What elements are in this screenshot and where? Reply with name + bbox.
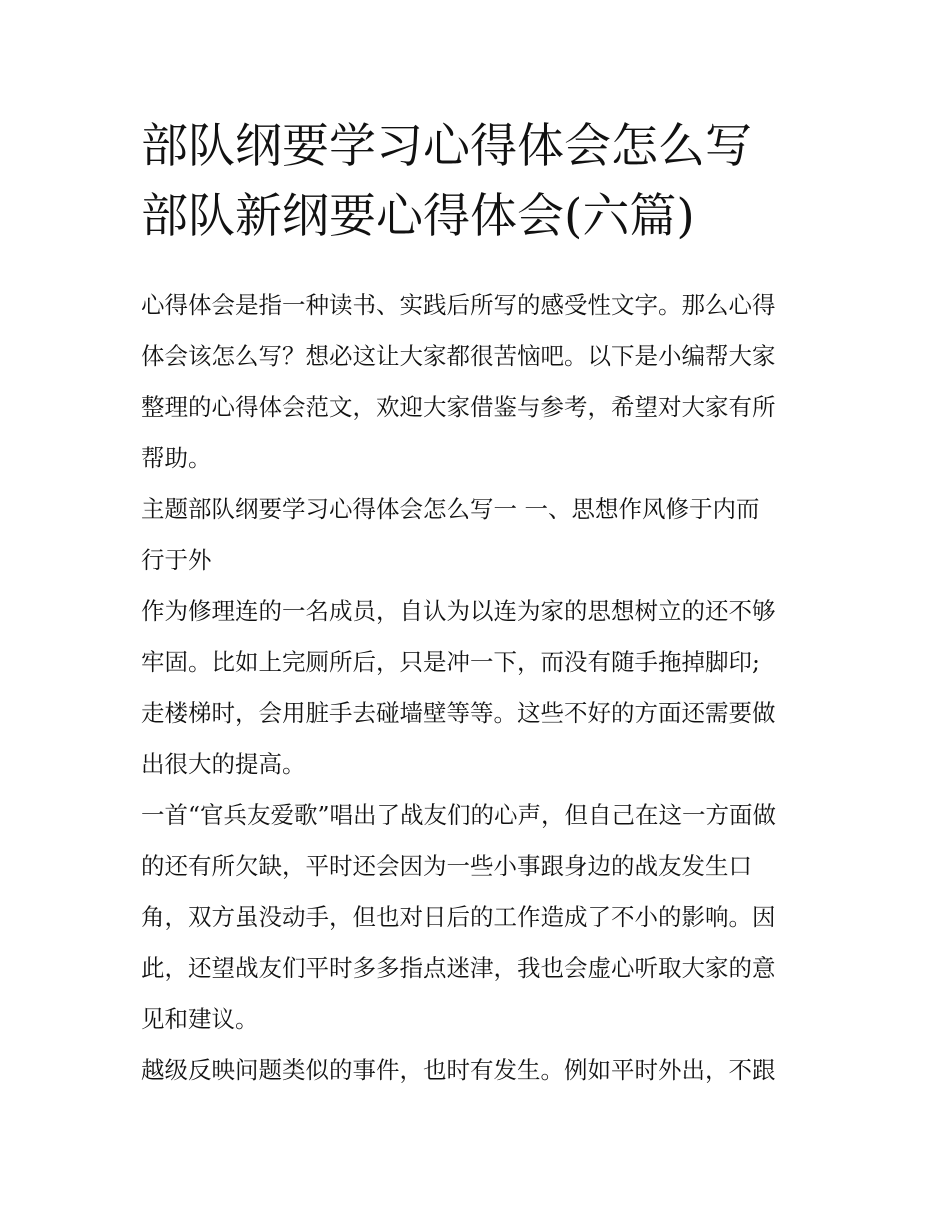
text-line: 作为修理连的一名成员，自认为以连为家的思想树立的还不够 (141, 597, 776, 625)
text-line: 帮助。 (141, 444, 212, 472)
paragraph-body-1 (141, 586, 821, 790)
paragraph-body-3 (141, 1045, 821, 1096)
text-line: 见和建议。 (141, 1005, 259, 1033)
title-line-2: 部队新纲要心得体会(六篇) (141, 189, 695, 244)
text-line: 心得体会是指一种读书、实践后所写的感受性文字。那么心得 (141, 291, 776, 319)
paragraph-intro (141, 280, 821, 484)
text-line: 一首“官兵友爱歌”唱出了战友们的心声，但自己在这一方面做 (141, 801, 777, 829)
document-content (141, 112, 821, 1096)
text-line: 行于外 (141, 546, 212, 574)
text-line: 角，双方虽没动手，但也对日后的工作造成了不小的影响。因 (141, 903, 776, 931)
paragraph-body-2 (141, 790, 821, 1045)
text-line: 出很大的提高。 (141, 750, 306, 778)
text-line: 此，还望战友们平时多多指点迷津，我也会虚心听取大家的意 (141, 954, 776, 982)
text-line: 牢固。比如上完厕所后，只是冲一下，而没有随手拖掉脚印; (141, 648, 760, 676)
text-line: 主题部队纲要学习心得体会怎么写一 一、思想作风修于内而 (141, 495, 760, 523)
document-title (141, 112, 821, 252)
title-line-1: 部队纲要学习心得体会怎么写 (141, 119, 752, 174)
text-line: 走楼梯时，会用脏手去碰墙壁等等。这些不好的方面还需要做 (141, 699, 776, 727)
document-body (141, 280, 821, 1096)
text-line: 整理的心得体会范文，欢迎大家借鉴与参考，希望对大家有所 (141, 393, 776, 421)
text-line: 体会该怎么写？想必这让大家都很苦恼吧。以下是小编帮大家 (141, 342, 776, 370)
paragraph-section-heading (141, 484, 821, 586)
text-line: 的还有所欠缺，平时还会因为一些小事跟身边的战友发生口 (141, 852, 752, 880)
text-line: 越级反映问题类似的事件，也时有发生。例如平时外出，不跟 (141, 1056, 776, 1084)
